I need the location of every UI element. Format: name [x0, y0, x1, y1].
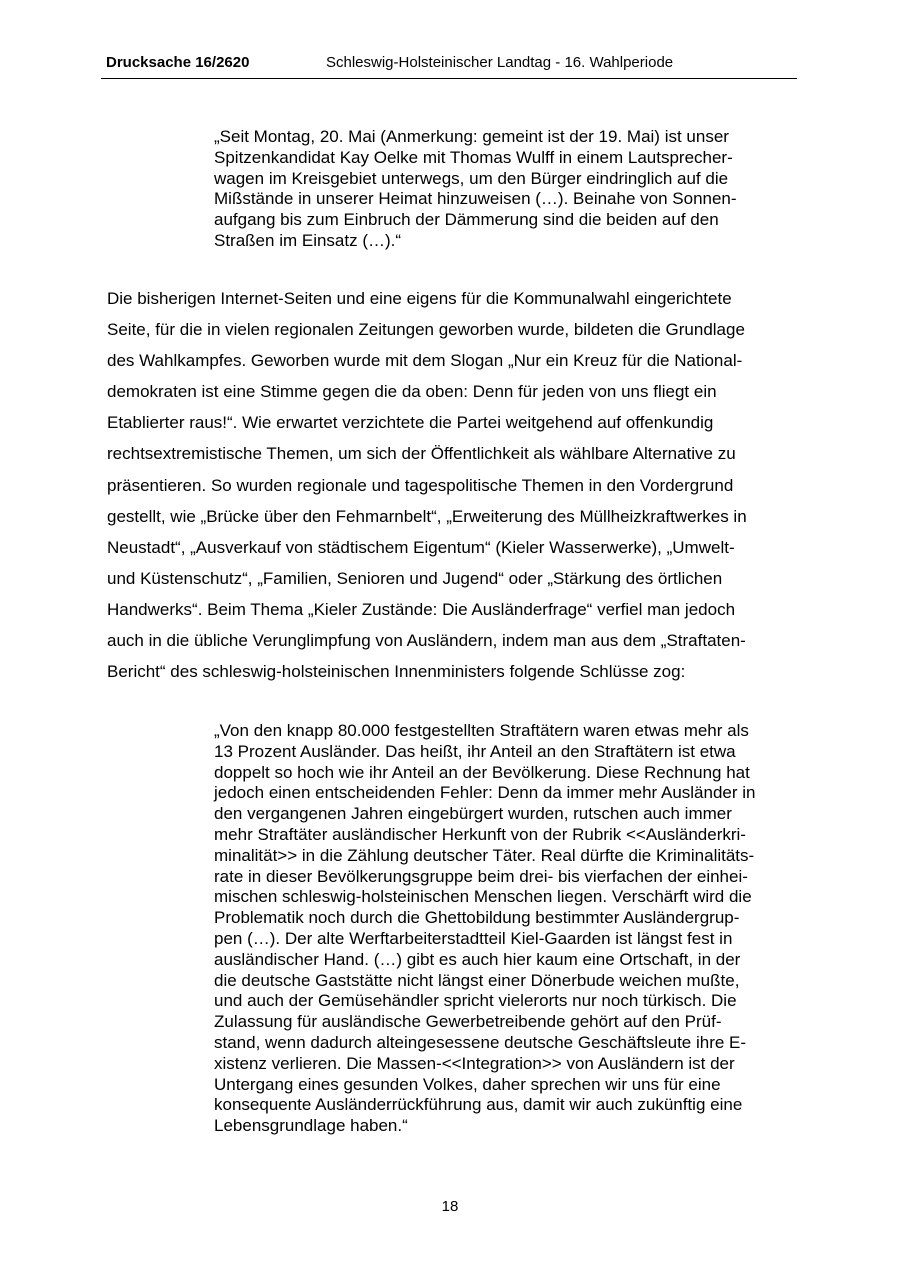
quote-line: Mißstände in unserer Heimat hinzuweisen (…). Beinahe von Sonnen-	[214, 189, 737, 209]
quote-line: jedoch einen entscheidenden Fehler: Denn da immer mehr Ausländer in	[214, 783, 756, 803]
quote-line: wagen im Kreisgebiet unterwegs, um den Bürger eindringlich auf die	[214, 168, 729, 188]
quote-line: Lebensgrundlage haben.“	[214, 1116, 408, 1136]
page-number: 18	[441, 1198, 459, 1215]
quote-line: xistenz verlieren. Die Massen-<<Integration>> von Ausländern ist der	[214, 1053, 735, 1073]
quote-line: die deutsche Gaststätte nicht längst einer Dönerbude weichen mußte,	[214, 970, 740, 990]
quote-line: „Von den knapp 80.000 festgestellten Straftätern waren etwas mehr als	[214, 721, 749, 740]
paragraph-line: gestellt, wie „Brücke über den Fehmarnbelt“, „Erweiterung des Müllheizkraftwerkes in	[107, 506, 747, 526]
document-number: Drucksache 16/2620	[106, 54, 250, 71]
paragraph-line: des Wahlkampfes. Geworben wurde mit dem Slogan „Nur ein Kreuz für die National-	[107, 351, 743, 371]
page-header	[101, 52, 797, 79]
quote-line: pen (…). Der alte Werftarbeiterstadtteil Kiel-Gaarden ist längst fest in	[214, 928, 733, 948]
quote-line: 13 Prozent Ausländer. Das heißt, ihr Anteil an den Straftätern ist etwa	[214, 741, 736, 761]
parliament-title: Schleswig-Holsteinischer Landtag - 16. Wahlperiode	[326, 54, 674, 71]
block-quote-campaign	[214, 127, 804, 252]
paragraph-line: demokraten ist eine Stimme gegen die da oben: Denn für jeden von uns fliegt ein	[107, 382, 717, 402]
quote-line: Untergang eines gesunden Volkes, daher sprechen wir uns für eine	[214, 1074, 721, 1094]
quote-line: mischen schleswig-holsteinischen Menschen liegen. Verschärft wird die	[214, 887, 752, 907]
quote-line: Problematik noch durch die Ghettobildung bestimmter Ausländergrup-	[214, 908, 740, 928]
quote-line: den vergangenen Jahren eingebürgert wurden, rutschen auch immer	[214, 804, 732, 824]
paragraph-line: Seite, für die in vielen regionalen Zeitungen geworben wurde, bildeten die Grundlage	[107, 320, 745, 340]
paragraph-line: präsentieren. So wurden regionale und tagespolitische Themen in den Vordergrund	[107, 475, 734, 495]
paragraph-line: Neustadt“, „Ausverkauf von städtischem Eigentum“ (Kieler Wasserwerke), „Umwelt-	[107, 537, 735, 557]
paragraph-line: Die bisherigen Internet-Seiten und eine eigens für die Kommunalwahl eingerichtete	[107, 289, 732, 308]
quote-line: und auch der Gemüsehändler spricht vielerorts nur noch türkisch. Die	[214, 991, 737, 1011]
quote-line: mehr Straftäter ausländischer Herkunft von der Rubrik <<Ausländerkri-	[214, 824, 746, 844]
quote-line: minalität>> in die Zählung deutscher Täter. Real dürfte die Kriminalitäts-	[214, 845, 755, 865]
block-quote-crime-report	[214, 721, 804, 1137]
paragraph-line: rechtsextremistische Themen, um sich der Öffentlichkeit als wählbare Alternative zu	[107, 444, 736, 464]
quote-line: ausländischer Hand. (…) gibt es auch hier kaum eine Ortschaft, in der	[214, 949, 741, 969]
paragraph-line: Handwerks“. Beim Thema „Kieler Zustände: Die Ausländerfrage“ verfiel man jedoch	[107, 599, 736, 619]
paragraph-line: auch in die übliche Verunglimpfung von Ausländern, indem man aus dem „Straftaten-	[107, 631, 746, 651]
quote-line: Zulassung für ausländische Gewerbetreibende gehört auf den Prüf-	[214, 1012, 722, 1032]
quote-line: rate in dieser Bevölkerungsgruppe beim drei- bis vierfachen der einhei-	[214, 866, 748, 886]
quote-line: Spitzenkandidat Kay Oelke mit Thomas Wulff in einem Lautsprecher-	[214, 147, 733, 167]
paragraph-line: Bericht“ des schleswig-holsteinischen Innenministers folgende Schlüsse zog:	[107, 662, 686, 682]
quote-line: Straßen im Einsatz (…).“	[214, 230, 402, 250]
paragraph-line: und Küstenschutz“, „Familien, Senioren und Jugend“ oder „Stärkung des örtlichen	[107, 568, 723, 588]
quote-line: konsequente Ausländerrückführung aus, damit wir auch zukünftig eine	[214, 1095, 743, 1115]
body-paragraph	[107, 283, 807, 687]
paragraph-line: Etablierter raus!“. Wie erwartet verzichtete die Partei weitgehend auf offenkundig	[107, 413, 714, 433]
quote-line: stand, wenn dadurch alteingesessene deutsche Geschäftsleute ihre E-	[214, 1032, 747, 1052]
quote-line: aufgang bis zum Einbruch der Dämmerung sind die beiden auf den	[214, 210, 719, 230]
quote-line: doppelt so hoch wie ihr Anteil an der Bevölkerung. Diese Rechnung hat	[214, 762, 750, 782]
quote-line: „Seit Montag, 20. Mai (Anmerkung: gemeint ist der 19. Mai) ist unser	[214, 127, 729, 146]
